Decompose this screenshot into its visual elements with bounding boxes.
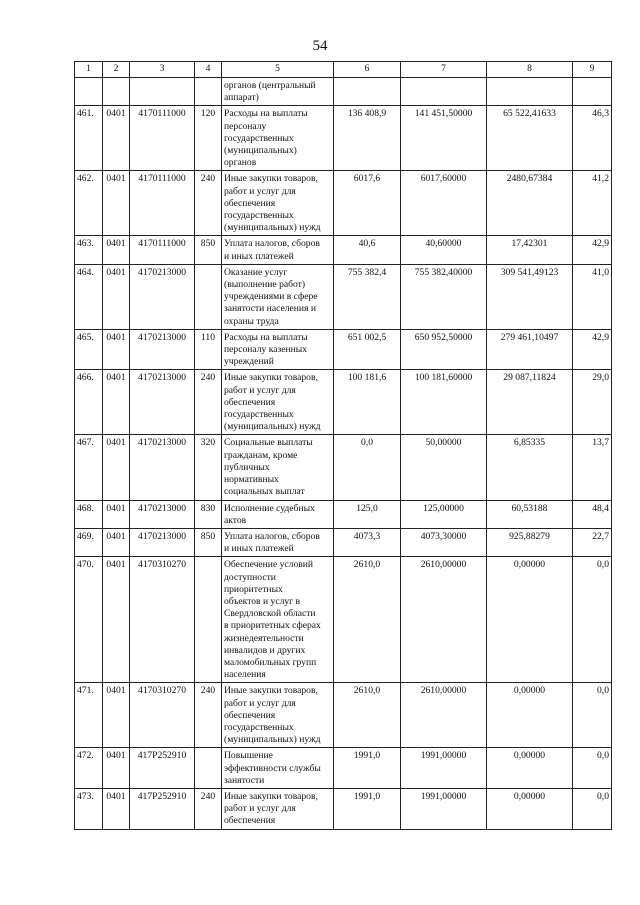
budget-plan-cell: 125,00000 [401, 500, 487, 528]
executed-amount-cell: 17,42301 [487, 236, 573, 264]
budget-plan-cell: 141 451,50000 [401, 106, 487, 171]
budget-plan-cell: 1991,00000 [401, 748, 487, 789]
expense-type-cell [195, 78, 222, 106]
expense-type-cell [195, 264, 222, 329]
column-header: 8 [487, 62, 573, 78]
expense-type-cell: 850 [195, 236, 222, 264]
row-number-cell: 463. [75, 236, 103, 264]
section-code-cell: 0401 [103, 370, 130, 435]
row-number-cell: 469. [75, 528, 103, 556]
percent-cell: 42,9 [573, 236, 612, 264]
target-article-cell: 4170310270 [130, 683, 195, 748]
expense-type-cell: 240 [195, 171, 222, 236]
approved-amount-cell [334, 78, 401, 106]
table-row [75, 500, 612, 528]
budget-plan-cell: 50,00000 [401, 435, 487, 500]
percent-cell: 0,0 [573, 683, 612, 748]
section-code-cell: 0401 [103, 106, 130, 171]
executed-amount-cell: 0,00000 [487, 557, 573, 683]
expense-type-cell: 240 [195, 788, 222, 829]
executed-amount-cell: 65 522,41633 [487, 106, 573, 171]
target-article-cell: 4170213000 [130, 528, 195, 556]
expense-type-cell [195, 748, 222, 789]
description-cell: органов (центральный аппарат) [222, 78, 334, 106]
approved-amount-cell: 1991,0 [334, 788, 401, 829]
row-number-cell: 468. [75, 500, 103, 528]
section-code-cell: 0401 [103, 788, 130, 829]
target-article-cell: 4170213000 [130, 435, 195, 500]
expense-type-cell: 850 [195, 528, 222, 556]
expense-type-cell: 830 [195, 500, 222, 528]
percent-cell: 46,3 [573, 106, 612, 171]
percent-cell: 0,0 [573, 748, 612, 789]
approved-amount-cell: 40,6 [334, 236, 401, 264]
description-cell: Исполнение судебных актов [222, 500, 334, 528]
section-code-cell: 0401 [103, 528, 130, 556]
table-row [75, 370, 612, 435]
description-cell: Уплата налогов, сборов и иных платежей [222, 528, 334, 556]
section-code-cell: 0401 [103, 500, 130, 528]
percent-cell: 41,0 [573, 264, 612, 329]
description-cell: Уплата налогов, сборов и иных платежей [222, 236, 334, 264]
approved-amount-cell: 4073,3 [334, 528, 401, 556]
column-header: 7 [401, 62, 487, 78]
percent-cell: 42,9 [573, 329, 612, 370]
section-code-cell: 0401 [103, 329, 130, 370]
expense-type-cell: 320 [195, 435, 222, 500]
description-cell: Повышение эффективности службы занятости [222, 748, 334, 789]
section-code-cell: 0401 [103, 236, 130, 264]
table-row [75, 683, 612, 748]
row-number-cell: 470. [75, 557, 103, 683]
executed-amount-cell: 0,00000 [487, 788, 573, 829]
target-article-cell: 417Р252910 [130, 748, 195, 789]
target-article-cell: 4170111000 [130, 106, 195, 171]
description-cell: Иные закупки товаров, работ и услуг для обеспечения государственных (муниципальных) нужд [222, 171, 334, 236]
expense-type-cell [195, 557, 222, 683]
executed-amount-cell: 309 541,49123 [487, 264, 573, 329]
description-cell: Расходы на выплаты персоналу казенных учреждений [222, 329, 334, 370]
row-number-cell [75, 78, 103, 106]
table-row [75, 435, 612, 500]
target-article-cell: 4170213000 [130, 500, 195, 528]
executed-amount-cell: 279 461,10497 [487, 329, 573, 370]
target-article-cell [130, 78, 195, 106]
target-article-cell: 4170213000 [130, 329, 195, 370]
budget-plan-cell [401, 78, 487, 106]
table-body [75, 78, 612, 830]
executed-amount-cell: 2480,67384 [487, 171, 573, 236]
executed-amount-cell: 6,85335 [487, 435, 573, 500]
row-number-cell: 473. [75, 788, 103, 829]
target-article-cell: 4170213000 [130, 370, 195, 435]
row-number-cell: 465. [75, 329, 103, 370]
column-header: 2 [103, 62, 130, 78]
section-code-cell: 0401 [103, 435, 130, 500]
description-cell: Оказание услуг (выполнение работ) учреждениями в сфере занятости населения и охраны труда [222, 264, 334, 329]
row-number-cell: 462. [75, 171, 103, 236]
executed-amount-cell: 0,00000 [487, 748, 573, 789]
table-row [75, 748, 612, 789]
approved-amount-cell: 2610,0 [334, 683, 401, 748]
approved-amount-cell: 100 181,6 [334, 370, 401, 435]
approved-amount-cell: 2610,0 [334, 557, 401, 683]
table-row [75, 788, 612, 829]
expense-type-cell: 240 [195, 370, 222, 435]
section-code-cell: 0401 [103, 171, 130, 236]
executed-amount-cell [487, 78, 573, 106]
percent-cell: 13,7 [573, 435, 612, 500]
executed-amount-cell: 29 087,11824 [487, 370, 573, 435]
table-row [75, 106, 612, 171]
approved-amount-cell: 651 002,5 [334, 329, 401, 370]
percent-cell: 22,7 [573, 528, 612, 556]
table-row [75, 528, 612, 556]
budget-plan-cell: 100 181,60000 [401, 370, 487, 435]
expense-type-cell: 120 [195, 106, 222, 171]
target-article-cell: 4170213000 [130, 264, 195, 329]
page-number: 54 [312, 38, 328, 54]
description-cell: Иные закупки товаров, работ и услуг для обеспечения государственных (муниципальных) нужд [222, 683, 334, 748]
column-header: 4 [195, 62, 222, 78]
row-number-cell: 472. [75, 748, 103, 789]
approved-amount-cell: 6017,6 [334, 171, 401, 236]
target-article-cell: 4170310270 [130, 557, 195, 683]
approved-amount-cell: 125,0 [334, 500, 401, 528]
expense-type-cell: 110 [195, 329, 222, 370]
budget-plan-cell: 40,60000 [401, 236, 487, 264]
column-header: 6 [334, 62, 401, 78]
column-header: 9 [573, 62, 612, 78]
approved-amount-cell: 1991,0 [334, 748, 401, 789]
column-header: 3 [130, 62, 195, 78]
executed-amount-cell: 0,00000 [487, 683, 573, 748]
target-article-cell: 417Р252910 [130, 788, 195, 829]
budget-plan-cell: 4073,30000 [401, 528, 487, 556]
expense-type-cell: 240 [195, 683, 222, 748]
row-number-cell: 467. [75, 435, 103, 500]
section-code-cell: 0401 [103, 557, 130, 683]
section-code-cell: 0401 [103, 683, 130, 748]
row-number-cell: 461. [75, 106, 103, 171]
section-code-cell: 0401 [103, 748, 130, 789]
budget-plan-cell: 2610,00000 [401, 557, 487, 683]
table-row [75, 171, 612, 236]
section-code-cell [103, 78, 130, 106]
target-article-cell: 4170111000 [130, 171, 195, 236]
table-row [75, 264, 612, 329]
approved-amount-cell: 136 408,9 [334, 106, 401, 171]
percent-cell: 29,0 [573, 370, 612, 435]
budget-table [74, 61, 612, 830]
budget-plan-cell: 2610,00000 [401, 683, 487, 748]
percent-cell: 48,4 [573, 500, 612, 528]
description-cell: Социальные выплаты гражданам, кроме публичных нормативных социальных выплат [222, 435, 334, 500]
percent-cell: 0,0 [573, 788, 612, 829]
row-number-cell: 464. [75, 264, 103, 329]
executed-amount-cell: 925,88279 [487, 528, 573, 556]
table-row [75, 329, 612, 370]
section-code-cell: 0401 [103, 264, 130, 329]
approved-amount-cell: 755 382,4 [334, 264, 401, 329]
budget-plan-cell: 650 952,50000 [401, 329, 487, 370]
budget-plan-cell: 6017,60000 [401, 171, 487, 236]
header-row [75, 62, 612, 78]
percent-cell [573, 78, 612, 106]
budget-plan-cell: 1991,00000 [401, 788, 487, 829]
row-number-cell: 466. [75, 370, 103, 435]
percent-cell: 0,0 [573, 557, 612, 683]
approved-amount-cell: 0,0 [334, 435, 401, 500]
description-cell: Обеспечение условий доступности приоритетных объектов и услуг в Свердловской области в приоритетных сферах жизнедеятельности инвалидов и других маломобильных групп населения [222, 557, 334, 683]
executed-amount-cell: 60,53188 [487, 500, 573, 528]
description-cell: Иные закупки товаров, работ и услуг для обеспечения [222, 788, 334, 829]
description-cell: Расходы на выплаты персоналу государственных (муниципальных) органов [222, 106, 334, 171]
budget-plan-cell: 755 382,40000 [401, 264, 487, 329]
column-header: 1 [75, 62, 103, 78]
description-cell: Иные закупки товаров, работ и услуг для обеспечения государственных (муниципальных) нужд [222, 370, 334, 435]
table-row [75, 236, 612, 264]
table-row [75, 557, 612, 683]
row-number-cell: 471. [75, 683, 103, 748]
percent-cell: 41,2 [573, 171, 612, 236]
target-article-cell: 4170111000 [130, 236, 195, 264]
table-row [75, 78, 612, 106]
column-header: 5 [222, 62, 334, 78]
